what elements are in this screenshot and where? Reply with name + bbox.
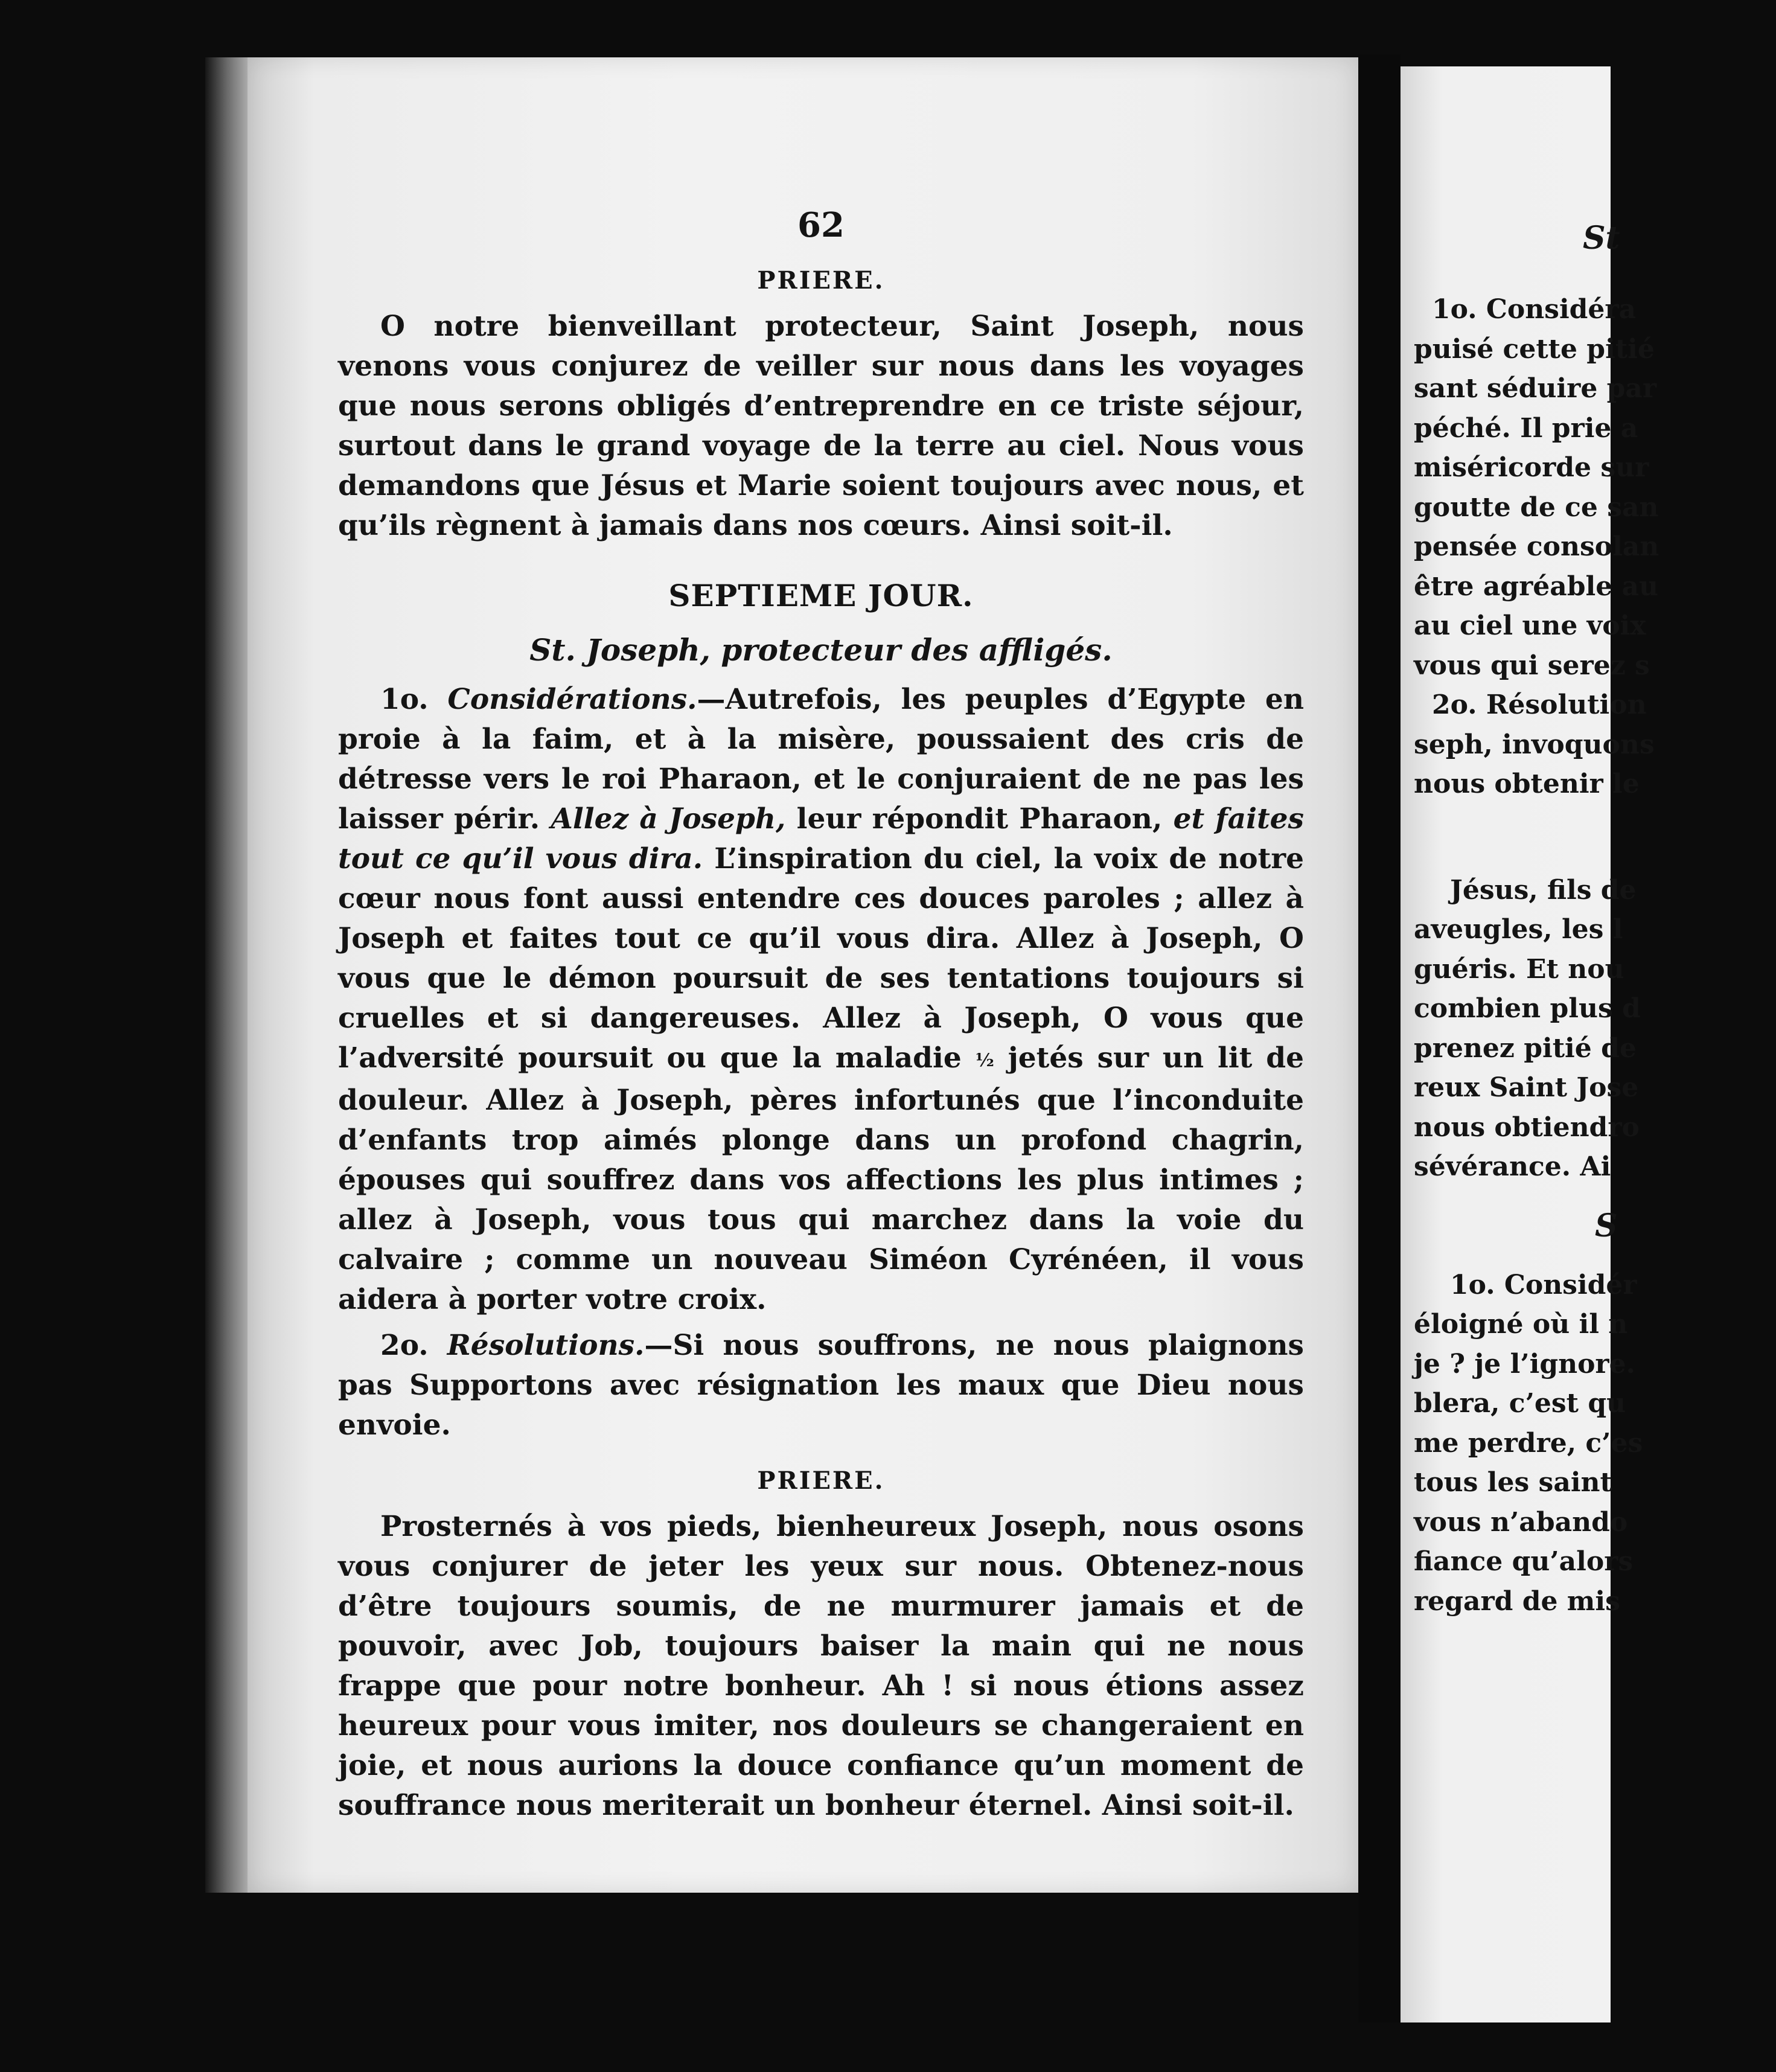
right-line: pensée consolan [1414, 531, 1659, 562]
book-spine [205, 57, 254, 1893]
book-gutter [1358, 54, 1401, 2022]
right-line: Jésus, fils de [1450, 874, 1637, 906]
right-line: péché. Il prie a [1414, 412, 1638, 444]
right-line: puisé cette pitié [1414, 333, 1655, 365]
right-line: seph, invoquons [1414, 729, 1655, 760]
right-page [1401, 66, 1659, 2022]
prayer-heading-1: PRIERE. [757, 266, 885, 295]
right-line: combien plus d [1414, 993, 1641, 1024]
left-page [248, 57, 1358, 1893]
resolutions-label: Résolutions. [447, 1329, 645, 1362]
considerations-quote-2: et faites tout ce qu’il vous dira. [338, 802, 1305, 875]
right-line: aveugles, les l [1414, 914, 1623, 945]
right-line: nous obtenir le [1414, 769, 1640, 799]
prayer-heading-2: PRIERE. [757, 1466, 885, 1495]
right-line: fiance qu’alors [1414, 1546, 1634, 1577]
right-page-content [1414, 220, 1776, 1621]
prayer-paragraph-1: O notre bienveillant protecteur, Saint Joseph, nous venons vous conjurez de veiller sur nous dans les voyages que nous serons obligés d’entreprendre en ce triste séjour, surtout dans le grand voyage de la terre au ciel. Nous vous demandons que Jésus et Marie soient toujours avec nous, et qu’ils règnent à jamais dans nos cœurs. Ainsi soit-il. [338, 310, 1304, 542]
right-line: au ciel une voix [1414, 610, 1646, 641]
right-line: blera, c’est qu [1414, 1388, 1626, 1419]
day-title: SEPTIEME JOUR. [668, 578, 974, 613]
right-line: sévérance. Ai [1414, 1151, 1611, 1182]
right-line: vous qui serez s [1414, 650, 1650, 681]
right-spacer [1414, 804, 1776, 871]
right-line: vous n’abando [1414, 1506, 1628, 1538]
considerations-paragraph [338, 680, 1304, 1320]
considerations-text-3: L’inspiration du ciel, la voix de notre cœur nous font aussi entendre ces douces paroles ; allez à Joseph et faites tout ce qu’il vous dira. Allez à Joseph, O vous que le démon poursuit de ses tentations toujours si cruelles et si dangereuses. Allez à Joseph, O vous que l’adversité poursuit ou que la maladie [338, 842, 1304, 1075]
right-title-fragment: St [1583, 220, 1620, 257]
right-line: éloigné où il n [1414, 1309, 1628, 1340]
fraction-mark: ½ [975, 1050, 994, 1071]
resolutions-text: —Si nous souffrons, ne nous plaignons pas Supportons avec résignation les maux que Dieu nous envoie. [338, 1329, 1304, 1442]
considerations-number: 1o. [380, 683, 429, 716]
right-line: nous obtiendro [1414, 1111, 1640, 1143]
right-line: miséricorde sur [1414, 452, 1649, 483]
right-line: reux Saint Jose [1414, 1072, 1639, 1103]
right-line: goutte de ce san [1414, 491, 1659, 523]
right-line: regard de mis [1414, 1585, 1620, 1617]
considerations-quote-1: Allez à Joseph, [551, 802, 786, 836]
right-line: 1o. Considér [1450, 1269, 1637, 1300]
day-subtitle: St. Joseph, protecteur des affligés. [529, 632, 1113, 668]
right-line: me perdre, c’es [1414, 1427, 1643, 1459]
resolutions-paragraph [338, 1326, 1304, 1445]
right-line: prenez pitié de [1414, 1032, 1637, 1064]
right-line: être agréable au [1414, 571, 1659, 602]
right-line: 2o. Résolution [1432, 689, 1647, 720]
right-title-fragment-2: S [1595, 1207, 1618, 1244]
considerations-text-2: leur répondit Pharaon, [785, 802, 1174, 836]
right-line: je ? je l’ignore. [1414, 1348, 1635, 1380]
right-line: 1o. Considéra [1432, 294, 1637, 325]
right-line: guéris. Et nou [1414, 953, 1624, 985]
prayer-paragraph-2: Prosternés à vos pieds, bienheureux Joseph, nous osons vous conjurer de jeter les yeux sur nous. Obtenez-nous d’être toujours soumis, de ne murmurer jamais et de pouvoir, avec Job, toujours baiser la main qui ne nous frappe que pour notre bonheur. Ah ! si nous étions assez heureux pour vous imiter, nos douleurs se changeraient en joie, et nous aurions la douce confiance qu’un moment de souffrance nous meriterait un bonheur éternel. Ainsi soit-il. [338, 1510, 1304, 1822]
considerations-text-4: jetés sur un lit de douleur. Allez à Joseph, pères infortunés que l’inconduite d’enfants trop aimés plonge dans un profond chagrin, épouses qui souffrez dans vos affections les plus intimes ; allez à Joseph, vous tous qui marchez dans la voie du calvaire ; comme un nouveau Siméon Cyrénéen, il vous aidera à porter votre croix. [338, 1041, 1304, 1316]
page-number: 62 [797, 205, 845, 245]
considerations-label: Considérations. [447, 683, 697, 716]
considerations-text-1: —Autrefois, les peuples d’Egypte en proie à la faim, et à la misère, poussaient des cris de détresse vers le roi Pharaon, et le conjuraient de ne pas les laisser périr. [338, 683, 1305, 836]
right-line: tous les saint [1414, 1467, 1612, 1498]
left-page-content [338, 145, 1304, 1832]
resolutions-number: 2o. [380, 1329, 429, 1362]
right-line: sant séduire par [1414, 373, 1657, 404]
